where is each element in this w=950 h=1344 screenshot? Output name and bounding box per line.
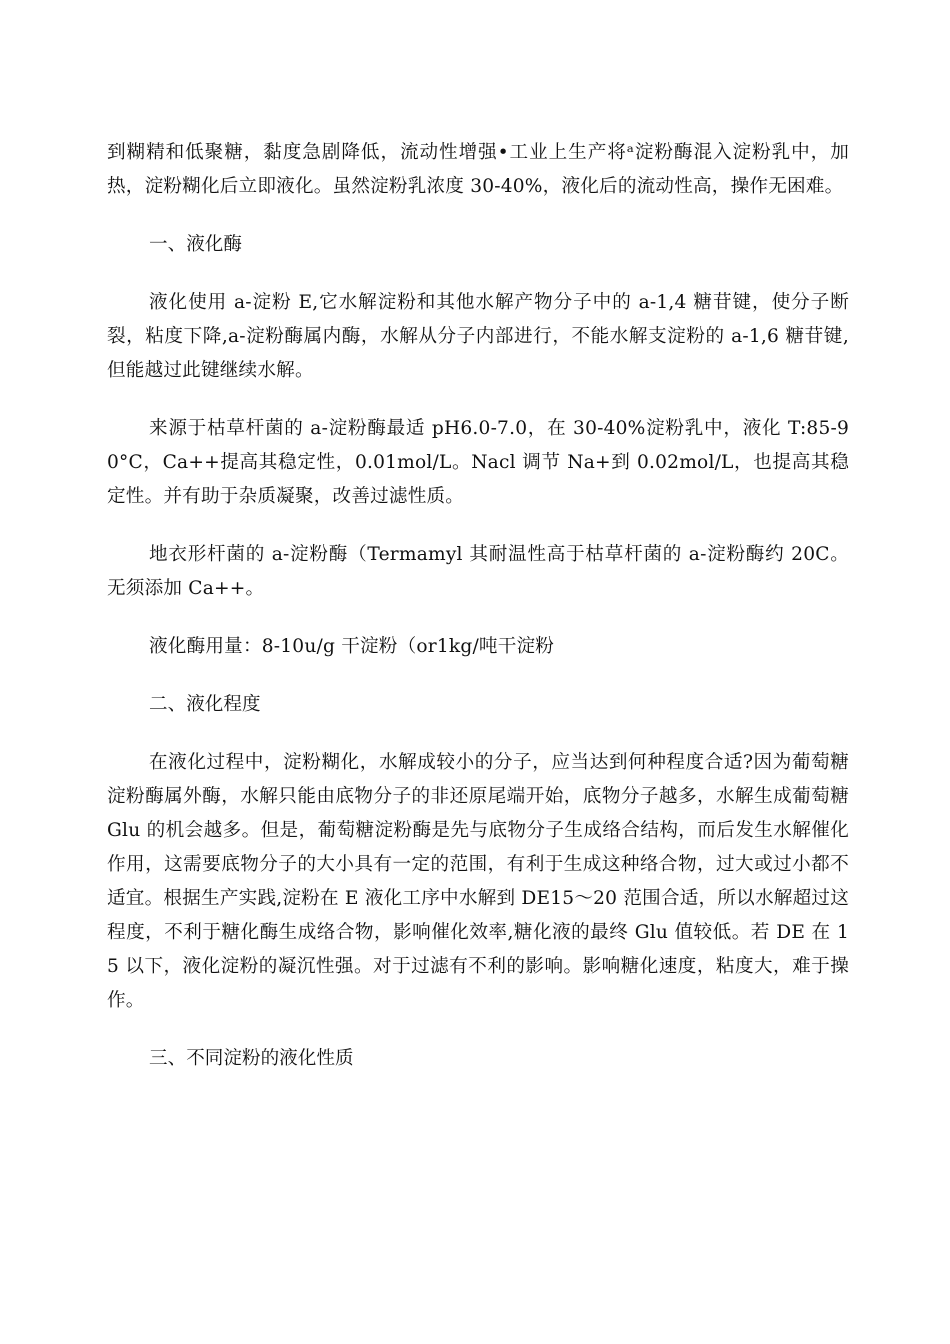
section-heading-liquefaction-degree: 二、液化程度: [149, 694, 261, 715]
section-heading-liquefaction-enzyme: 一、液化酶: [149, 234, 242, 255]
body-paragraph-intro: 到糊精和低聚糖，黏度急剧降低，流动性增强•工业上生产将ᵃ淀粉酶混入淀粉乳中，加热，淀粉糊化后立即液化。虽然淀粉乳浓度 30-40%，液化后的流动性高，操作无困难。: [107, 142, 849, 197]
body-paragraph-bacillus-subtilis: 来源于枯草杆菌的 a-淀粉酶最适 pH6.0-7.0，在 30-40%淀粉乳中，液化 T:85-90°C，Ca++提高其稳定性，0.01mol/L。Nacl 调节 Na+到 0.02mol/L，也提高其稳定性。并有助于杂质凝聚，改善过滤性质。: [107, 418, 849, 507]
document-body: [107, 136, 849, 1100]
body-paragraph-enzyme-dosage: 液化酶用量：8-10u/g 干淀粉（or1kg/吨干淀粉: [149, 636, 555, 657]
body-paragraph-alpha-amylase: 液化使用 a-淀粉 E,它水解淀粉和其他水解产物分子中的 a-1,4 糖苷键，使分子断裂，粘度下降,a-淀粉酶属内酶，水解从分子内部进行，不能水解支淀粉的 a-1,6 糖苷键,但能越过此键继续水解。: [107, 292, 849, 381]
section-heading-starch-properties: 三、不同淀粉的液化性质: [149, 1048, 354, 1069]
body-paragraph-termamyl: 地衣形杆菌的 a-淀粉酶（Termamyl 其耐温性高于枯草杆菌的 a-淀粉酶约 20C。无须添加 Ca++。: [107, 544, 849, 599]
body-paragraph-liquefaction-degree: 在液化过程中，淀粉糊化，水解成较小的分子，应当达到何种程度合适?因为葡萄糖淀粉酶属外酶，水解只能由底物分子的非还原尾端开始，底物分子越多，水解生成葡萄糖 Glu 的机会越多。但是，葡萄糖淀粉酶是先与底物分子生成络合结构，而后发生水解催化作用，这需要底物分子的大小具有一定的范围，有利于生成这种络合物，过大或过小都不适宜。根据生产实践,淀粉在 E 液化工序中水解到 DE15〜20 范围合适，所以水解超过这程度，不利于糖化酶生成络合物，影响催化效率,糖化液的最终 Glu 值较低。若 DE 在 15 以下，液化淀粉的凝沉性强。对于过滤有不利的影响。影响糖化速度，粘度大，难于操作。: [107, 752, 849, 1011]
